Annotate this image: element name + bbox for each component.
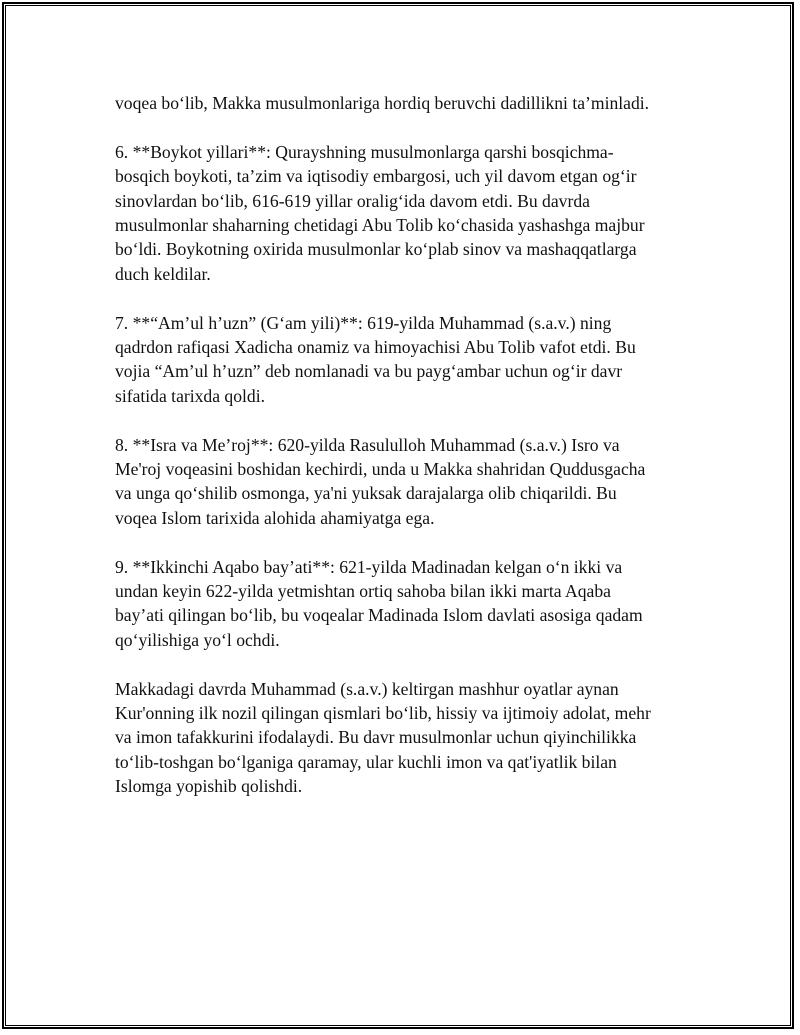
text-line: undan keyin 622-yilda yetmishtan ortiq sahoba bilan ikki marta Aqaba: [115, 581, 611, 602]
text-line: voqea Islom tarixida alohida ahamiyatga ega.: [115, 507, 435, 528]
text-line: 8. **Isra va Me’roj**: 620-yilda Rasululloh Muhammad (s.a.v.) Isro va: [115, 434, 620, 455]
text-line: qadrdon rafiqasi Xadicha onamiz va himoyachisi Abu Tolib vafot etdi. Bu: [115, 337, 636, 358]
text-line: bo‘ldi. Boykotning oxirida musulmonlar ko‘plab sinov va mashaqqatlarga: [115, 239, 637, 260]
document-body: [115, 91, 687, 823]
text-line: 7. **“Am’ul h’uzn” (G‘am yili)**: 619-yilda Muhammad (s.a.v.) ning: [115, 312, 612, 333]
text-line: Islomga yopishib qolishdi.: [115, 776, 303, 797]
paragraph-isra-va-meroj: [115, 433, 687, 531]
paragraph-continuation: [115, 91, 687, 115]
text-line: bosqich boykoti, ta’zim va iqtisodiy embargosi, uch yil davom etgan og‘ir: [115, 166, 637, 187]
text-line: musulmonlar shaharning chetidagi Abu Tolib ko‘chasida yashashga majbur: [115, 215, 645, 236]
text-line: 9. **Ikkinchi Aqabo bay’ati**: 621-yilda Madinadan kelgan o‘n ikki va: [115, 556, 623, 577]
text-line: duch keldilar.: [115, 263, 211, 284]
text-line: qo‘yilishiga yo‘l ochdi.: [115, 629, 280, 650]
paragraph-aqabo-bayati: [115, 555, 687, 653]
text-line: voqea bo‘lib, Makka musulmonlariga hordiq beruvchi dadillikni ta’minladi.: [115, 93, 650, 113]
paragraph-gam-yili: [115, 311, 687, 409]
paragraph-boykot-yillari: [115, 140, 687, 286]
text-line: 6. **Boykot yillari**: Qurayshning musulmonlarga qarshi bosqichma-: [115, 141, 614, 162]
text-line: sifatida tarixda qoldi.: [115, 385, 265, 406]
text-line: Me'roj voqeasini boshidan kechirdi, unda u Makka shahridan Quddusgacha: [115, 459, 646, 480]
text-line: sinovlardan bo‘lib, 616-619 yillar oralig‘ida davom etdi. Bu davrda: [115, 190, 590, 211]
paragraph-conclusion: [115, 677, 687, 799]
text-line: Kur'onning ilk nozil qilingan qismlari bo‘lib, hissiy va ijtimoiy adolat, mehr: [115, 703, 651, 724]
text-line: va unga qo‘shilib osmonga, ya'ni yuksak darajalarga olib chiqarildi. Bu: [115, 483, 617, 504]
text-line: bay’ati qilingan bo‘lib, bu voqealar Madinada Islom davlati asosiga qadam: [115, 605, 643, 626]
text-line: va imon tafakkurini ifodalaydi. Bu davr musulmonlar uchun qiyinchilikka: [115, 727, 637, 748]
text-line: vojia “Am’ul h’uzn” deb nomlanadi va bu payg‘ambar uchun og‘ir davr: [115, 361, 623, 382]
text-line: Makkadagi davrda Muhammad (s.a.v.) keltirgan mashhur oyatlar aynan: [115, 678, 619, 699]
text-line: to‘lib-toshgan bo‘lganiga qaramay, ular kuchli imon va qat'iyatlik bilan: [115, 751, 617, 772]
